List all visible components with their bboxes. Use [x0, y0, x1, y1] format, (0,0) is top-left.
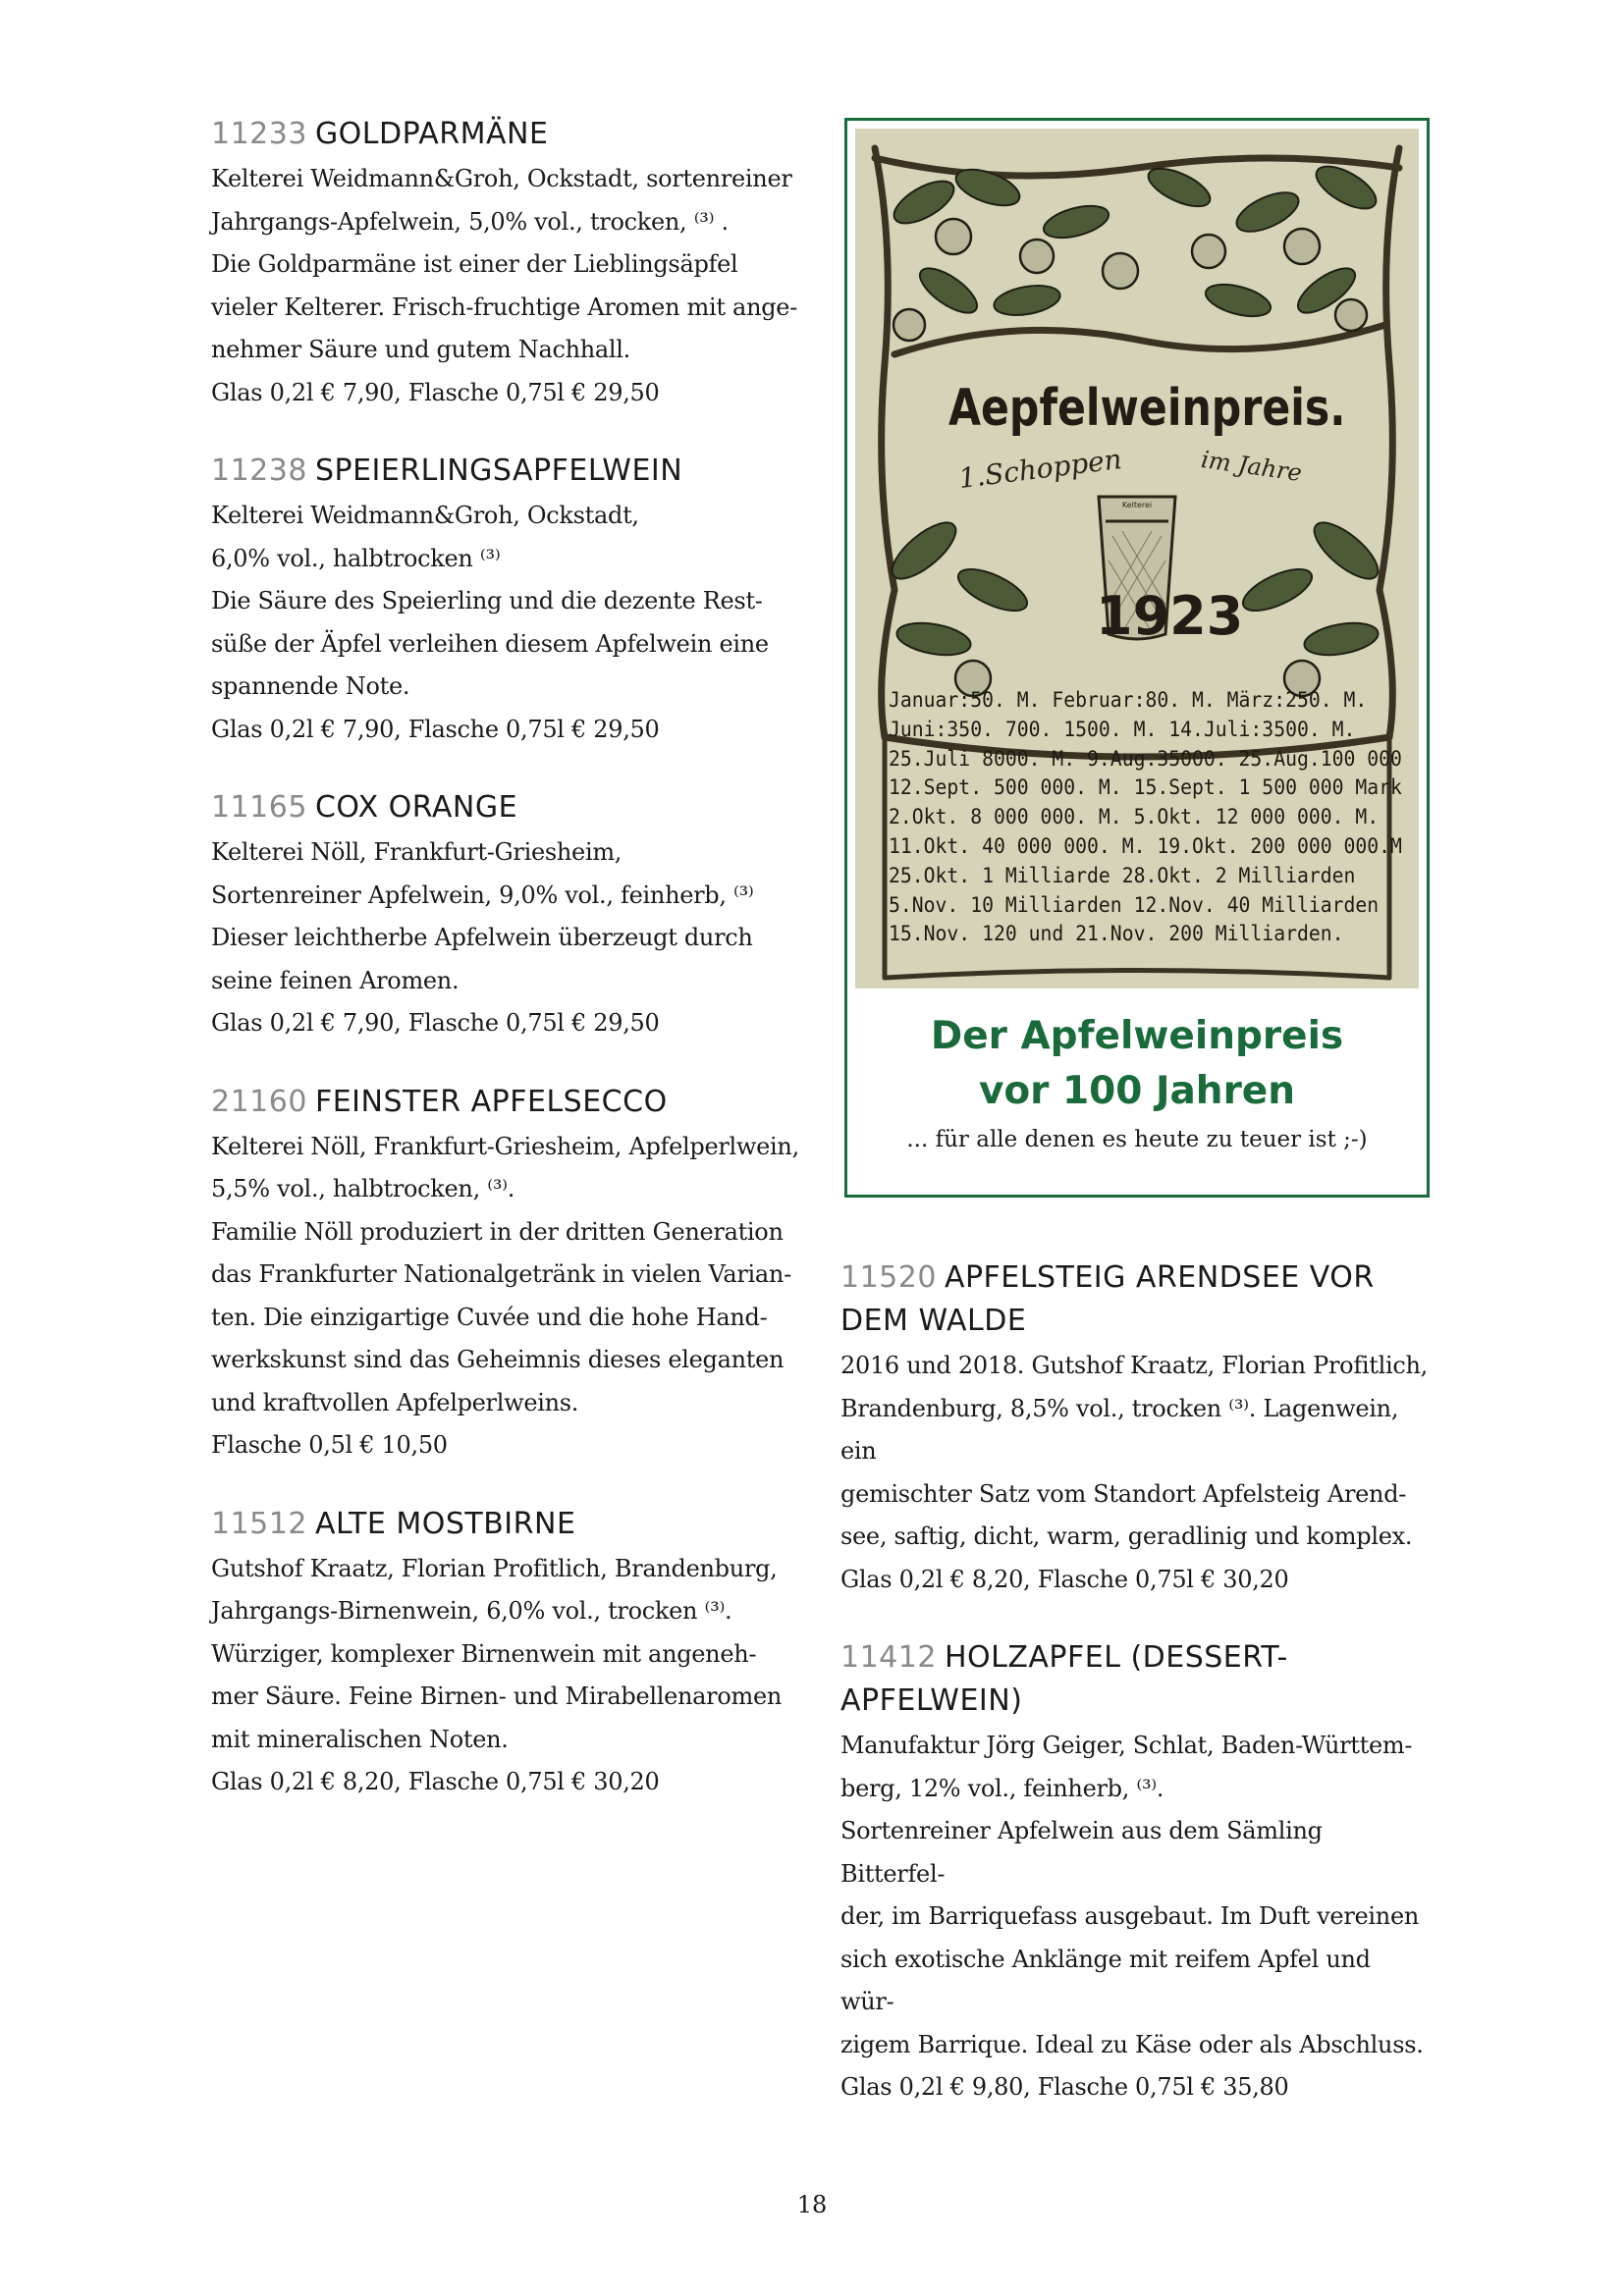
- product-heading: [211, 450, 800, 493]
- product-number: 21160: [211, 1084, 307, 1119]
- product-heading: [211, 1081, 800, 1124]
- poster-price-line: 2.Okt. 8 000 000. M. 5.Okt. 12 000 000. M.: [889, 805, 1380, 829]
- desc-line: Familie Nöll produziert in der dritten Generation: [211, 1217, 784, 1246]
- product-description: [211, 1126, 800, 1468]
- poster-price-line: 15.Nov. 120 und 21.Nov. 200 Milliarden.: [889, 922, 1344, 946]
- poster-price-line: 5.Nov. 10 Milliarden 12.Nov. 40 Milliarden: [889, 892, 1380, 917]
- desc-line: Sortenreiner Apfelwein aus dem Sämling Bitterfel-: [840, 1817, 1323, 1888]
- poster-price-line: 11.Okt. 40 000 000. M. 19.Okt. 200 000 000.M: [889, 833, 1402, 858]
- feature-title: [847, 1009, 1427, 1119]
- product-name: FEINSTER APFELSECCO: [314, 1084, 668, 1119]
- desc-line: mer Säure. Feine Birnen- und Mirabellenaromen: [211, 1682, 783, 1710]
- desc-line: seine feinen Aromen.: [211, 966, 460, 994]
- poster-year: 1923: [1096, 585, 1244, 647]
- desc-line: das Frankfurter Nationalgetränk in vielen Varian-: [211, 1260, 791, 1288]
- product-description: [211, 1548, 800, 1804]
- right-column: [840, 1256, 1430, 2145]
- product-number: 11165: [211, 790, 307, 825]
- desc-line: Manufaktur Jörg Geiger, Schlat, Baden-Württem-: [840, 1732, 1413, 1759]
- desc-line: Kelterei Nöll, Frankfurt-Griesheim,: [211, 838, 623, 866]
- feature-title-line: Der Apfelweinpreis: [930, 1014, 1344, 1058]
- poster-price-line: Juni:350. 700. 1500. M. 14.Juli:3500. M.: [889, 717, 1356, 741]
- desc-line: und kraftvollen Apfelperlweins.: [211, 1388, 579, 1416]
- product-entry: [840, 1256, 1430, 1601]
- product-name: SPEIERLINGSAPFELWEIN: [314, 454, 683, 488]
- desc-line: der, im Barriquefass ausgebaut. Im Duft vereinen: [840, 1902, 1419, 1930]
- product-description: [840, 1345, 1430, 1601]
- product-entry: [211, 1081, 800, 1468]
- desc-line: zigem Barrique. Ideal zu Käse oder als Abschluss.: [840, 2030, 1424, 2058]
- price-line: Glas 0,2l € 9,80, Flasche 0,75l € 35,80: [840, 2073, 1289, 2101]
- poster-title: Aepfelweinpreis.: [948, 379, 1346, 438]
- feature-title-line: vor 100 Jahren: [978, 1069, 1296, 1113]
- desc-line: Die Säure des Speierling und die dezente Rest-: [211, 587, 763, 614]
- desc-line: Kelterei Weidmann&Groh, Ockstadt,: [211, 502, 639, 529]
- poster-price-line: Januar:50. M. Februar:80. M. März:250. M.: [889, 688, 1368, 712]
- product-name: GOLDPARMÄNE: [314, 117, 549, 151]
- desc-line: 5,5% vol., halbtrocken, ⁽³⁾.: [211, 1175, 515, 1202]
- product-entry: [211, 1503, 800, 1804]
- product-heading: [211, 1503, 800, 1546]
- left-column: [211, 113, 800, 1840]
- product-name: APFELSTEIG ARENDSEE VOR DEM WALDE: [840, 1260, 1375, 1338]
- desc-line: süße der Äpfel verleihen diesem Apfelwein eine: [211, 629, 769, 658]
- desc-line: Jahrgangs-Birnenwein, 6,0% vol., trocken ⁽³⁾.: [211, 1597, 732, 1625]
- feature-box: [844, 118, 1430, 1198]
- poster-glass-label: Kelterei: [1121, 501, 1153, 509]
- product-heading: [211, 786, 800, 829]
- price-line: Flasche 0,5l € 10,50: [211, 1431, 448, 1459]
- desc-line: nehmer Säure und gutem Nachhall.: [211, 336, 631, 363]
- poster-price-line: 25.Juli 8000. M. 9.Aug.35000. 25.Aug.100 000: [889, 746, 1402, 771]
- poster-right-label: im Jahre: [1199, 445, 1304, 488]
- desc-line: Brandenburg, 8,5% vol., trocken ⁽³⁾. Lagenwein, ein: [840, 1394, 1399, 1465]
- desc-line: see, saftig, dicht, warm, geradlinig und komplex.: [840, 1522, 1413, 1550]
- desc-line: berg, 12% vol., feinherb, ⁽³⁾.: [840, 1774, 1164, 1802]
- product-description: [211, 158, 800, 414]
- desc-line: Dieser leichtherbe Apfelwein überzeugt durch: [211, 924, 753, 951]
- desc-line: Kelterei Weidmann&Groh, Ockstadt, sortenreiner: [211, 165, 792, 192]
- poster-price-line: 25.Okt. 1 Milliarde 28.Okt. 2 Milliarden: [889, 863, 1356, 887]
- product-number: 11233: [211, 117, 307, 151]
- product-heading: [840, 1256, 1430, 1343]
- price-line: Glas 0,2l € 8,20, Flasche 0,75l € 30,20: [840, 1565, 1289, 1593]
- product-name: COX ORANGE: [314, 790, 518, 825]
- poster-image: [855, 129, 1419, 988]
- poster-price-line: 12.Sept. 500 000. M. 15.Sept. 1 500 000 Mark: [889, 775, 1402, 800]
- product-entry: [211, 786, 800, 1045]
- product-heading: [840, 1636, 1430, 1723]
- desc-line: sich exotische Anklänge mit reifem Apfel und wür-: [840, 1945, 1371, 2015]
- product-entry: [211, 113, 800, 414]
- desc-line: Würziger, komplexer Birnenwein mit angeneh-: [211, 1639, 757, 1668]
- desc-line: mit mineralischen Noten.: [211, 1725, 509, 1753]
- desc-line: Die Goldparmäne ist einer der Lieblingsäpfel: [211, 250, 738, 278]
- price-line: Glas 0,2l € 7,90, Flasche 0,75l € 29,50: [211, 1009, 660, 1037]
- feature-subcaption: ... für alle denen es heute zu teuer ist ;-): [906, 1127, 1368, 1152]
- product-number: 11238: [211, 454, 307, 488]
- desc-line: gemischter Satz vom Standort Apfelsteig Arend-: [840, 1479, 1407, 1508]
- product-name: HOLZAPFEL (DESSERT-APFELWEIN): [840, 1640, 1288, 1718]
- price-line: Glas 0,2l € 8,20, Flasche 0,75l € 30,20: [211, 1768, 660, 1795]
- desc-line: werkskunst sind das Geheimnis dieses eleganten: [211, 1346, 785, 1373]
- desc-line: Jahrgangs-Apfelwein, 5,0% vol., trocken, ⁽³⁾ .: [211, 207, 729, 236]
- product-number: 11520: [840, 1260, 937, 1295]
- poster-left-label: 1.Schoppen: [956, 442, 1124, 496]
- price-line: Glas 0,2l € 7,90, Flasche 0,75l € 29,50: [211, 378, 660, 406]
- product-description: [840, 1725, 1430, 2109]
- page-number: 18: [796, 2191, 828, 2218]
- price-line: Glas 0,2l € 7,90, Flasche 0,75l € 29,50: [211, 715, 660, 743]
- desc-line: 6,0% vol., halbtrocken ⁽³⁾: [211, 544, 501, 572]
- desc-line: vieler Kelterer. Frisch-fruchtige Aromen mit ange-: [211, 293, 798, 321]
- feature-caption: [847, 1009, 1427, 1152]
- product-number: 11512: [211, 1506, 307, 1541]
- product-heading: [211, 113, 800, 156]
- product-description: [211, 831, 800, 1045]
- product-number: 11412: [840, 1640, 937, 1675]
- desc-line: 2016 und 2018. Gutshof Kraatz, Florian Profitlich,: [840, 1352, 1428, 1379]
- desc-line: Kelterei Nöll, Frankfurt-Griesheim, Apfelperlwein,: [211, 1132, 799, 1160]
- desc-line: Sortenreiner Apfelwein, 9,0% vol., feinherb, ⁽³⁾: [211, 881, 754, 909]
- desc-line: Gutshof Kraatz, Florian Profitlich, Brandenburg,: [211, 1554, 778, 1582]
- product-entry: [211, 450, 800, 751]
- product-name: ALTE MOSTBIRNE: [314, 1506, 576, 1541]
- product-entry: [840, 1636, 1430, 2109]
- poster-price-list: [889, 686, 1402, 949]
- product-description: [211, 495, 800, 751]
- desc-line: ten. Die einzigartige Cuvée und die hohe Hand-: [211, 1303, 768, 1331]
- desc-line: spannende Note.: [211, 672, 410, 700]
